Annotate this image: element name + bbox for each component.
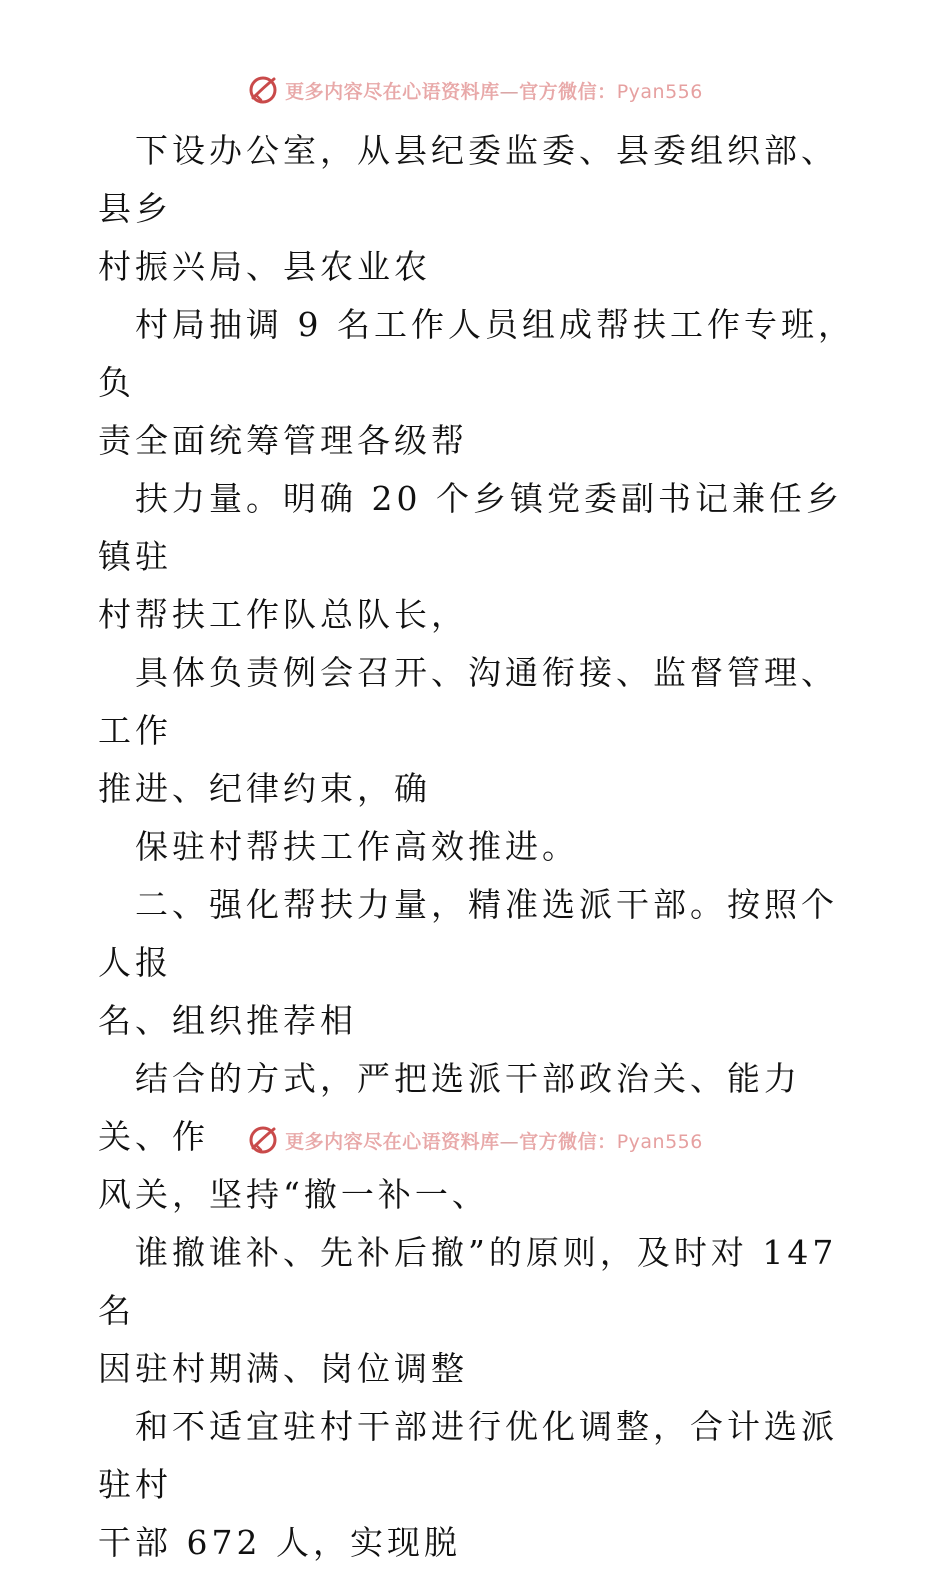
footer-watermark	[0, 1122, 950, 1158]
document-body	[98, 122, 858, 1572]
watermark-handle: Pyan556	[616, 80, 703, 103]
brush-pen-logo-icon	[247, 1124, 279, 1156]
paragraph-line: 村帮扶工作队总队长，	[98, 595, 468, 634]
paragraph	[98, 644, 858, 818]
paragraph-line: 村振兴局、县农业农	[98, 247, 431, 286]
watermark-label: 官方微信：	[519, 80, 617, 103]
paragraph	[98, 296, 858, 470]
paragraph	[98, 876, 858, 1050]
watermark-site: 更多内容尽在心语资料库	[285, 1130, 500, 1153]
paragraph-line: 干部 672 人，实现脱	[98, 1523, 461, 1562]
paragraph-line: 推进、纪律约束，确	[98, 769, 431, 808]
paragraph-line: 风关，坚持“撤一补一、	[98, 1175, 489, 1214]
paragraph-line: 下设办公室，从县纪委监委、县委组织部、县乡	[98, 131, 838, 228]
paragraph-line: 和不适宜驻村干部进行优化调整，合计选派驻村	[98, 1407, 838, 1504]
brush-pen-logo-icon	[247, 74, 279, 106]
paragraph-line: 因驻村期满、岗位调整	[98, 1349, 468, 1388]
watermark-label: 官方微信：	[519, 1130, 617, 1153]
header-watermark	[0, 72, 950, 108]
paragraph-line: 保驻村帮扶工作高效推进。	[135, 827, 579, 866]
paragraph-line: 名、组织推荐相	[98, 1001, 357, 1040]
watermark-site: 更多内容尽在心语资料库	[285, 80, 500, 103]
watermark-separator: —	[499, 80, 520, 103]
paragraph	[98, 818, 858, 876]
paragraph	[98, 470, 858, 644]
paragraph-line: 村局抽调 9 名工作人员组成帮扶工作专班，负	[98, 305, 855, 402]
paragraph	[98, 1398, 858, 1572]
paragraph-line: 具体负责例会召开、沟通衔接、监督管理、工作	[98, 653, 838, 750]
watermark-text	[285, 1127, 703, 1154]
paragraph-line: 二、强化帮扶力量，精准选派干部。按照个人报	[98, 885, 838, 982]
paragraph	[98, 122, 858, 296]
watermark-text	[285, 77, 703, 104]
watermark-separator: —	[499, 1130, 520, 1153]
paragraph-line: 结合的方式，严把选派干部政治关、能力关、作	[98, 1059, 801, 1156]
paragraph	[98, 1224, 858, 1398]
paragraph-line: 扶力量。明确 20 个乡镇党委副书记兼任乡镇驻	[98, 479, 843, 576]
paragraph-line: 责全面统筹管理各级帮	[98, 421, 468, 460]
watermark-handle: Pyan556	[616, 1130, 703, 1153]
paragraph-line: 谁撤谁补、先补后撤”的原则，及时对 147 名	[98, 1233, 838, 1330]
